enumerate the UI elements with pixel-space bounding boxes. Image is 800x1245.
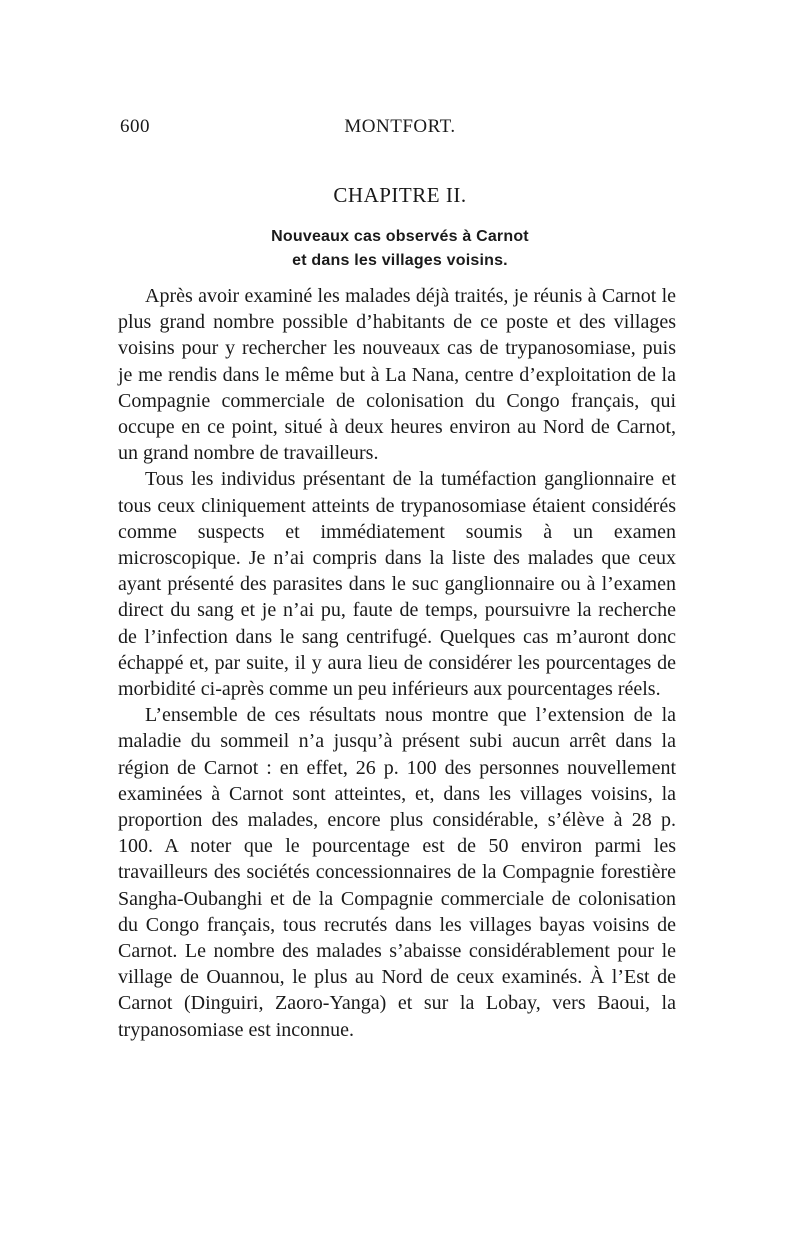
chapter-subtitle-line-1: Nouveaux cas observés à Carnot <box>271 228 529 245</box>
chapter-subtitle-line-2: et dans les villages voisins. <box>292 252 508 269</box>
paragraph-3: L’ensemble de ces résultats nous montre que l’extension de la maladie du sommeil n’a jusqu’à présent subi aucun arrêt dans la région de Carnot : en effet, 26 p. 100 des personnes nouvellement examinées à Carnot sont atteintes, et, dans les villages voisins, la proportion des malades, encore plus considérable, s’élève à 28 p. 100. A noter que le pourcentage est de 50 environ parmi les travailleurs des sociétés concessionnaires de la Compagnie forestière Sangha-Oubanghi et de la Compagnie commerciale de colonisation du Congo français, tous recrutés dans les villages bayas voisins de Carnot. Le nombre des malades s’abaisse considérablement pour le village de Ouannou, le plus au Nord de ceux examinés. À l’Est de Carnot (Dinguiri, Zaoro-Yanga) et sur la Lobay, vers Baoui, la trypanosomiase est inconnue. <box>118 704 676 1041</box>
running-title: MONTFORT. <box>344 116 456 137</box>
body-text <box>118 283 676 1043</box>
page-number: 600 <box>120 116 150 137</box>
paragraph-1: Après avoir examiné les malades déjà traités, je réunis à Carnot le plus grand nombre possible d’habitants de ce poste et des villages voisins pour y rechercher les nouveaux cas de trypanosomiase, puis je me rendis dans le même but à La Nana, centre d’exploitation de la Compagnie commerciale de colonisation du Congo français, qui occupe en ce point, situé à deux heures environ au Nord de Carnot, un grand nombre de travailleurs. <box>118 285 676 465</box>
running-head <box>0 116 800 146</box>
paragraph-2: Tous les individus présentant de la tuméfaction ganglionnaire et tous ceux cliniquement atteints de trypanosomiase étaient considérés comme suspects et immédiatement soumis à un examen microscopique. Je n’ai compris dans la liste des malades que ceux ayant présenté des parasites dans le suc ganglionnaire ou à l’examen direct du sang et je n’ai pu, faute de temps, poursuivre la recherche de l’infection dans le sang centrifugé. Quelques cas m’auront donc échappé et, par suite, il y aura lieu de considérer les pourcentages de morbidité ci-après comme un peu inférieurs aux pourcentages réels. <box>118 468 676 701</box>
chapter-title: CHAPITRE II. <box>333 183 467 207</box>
